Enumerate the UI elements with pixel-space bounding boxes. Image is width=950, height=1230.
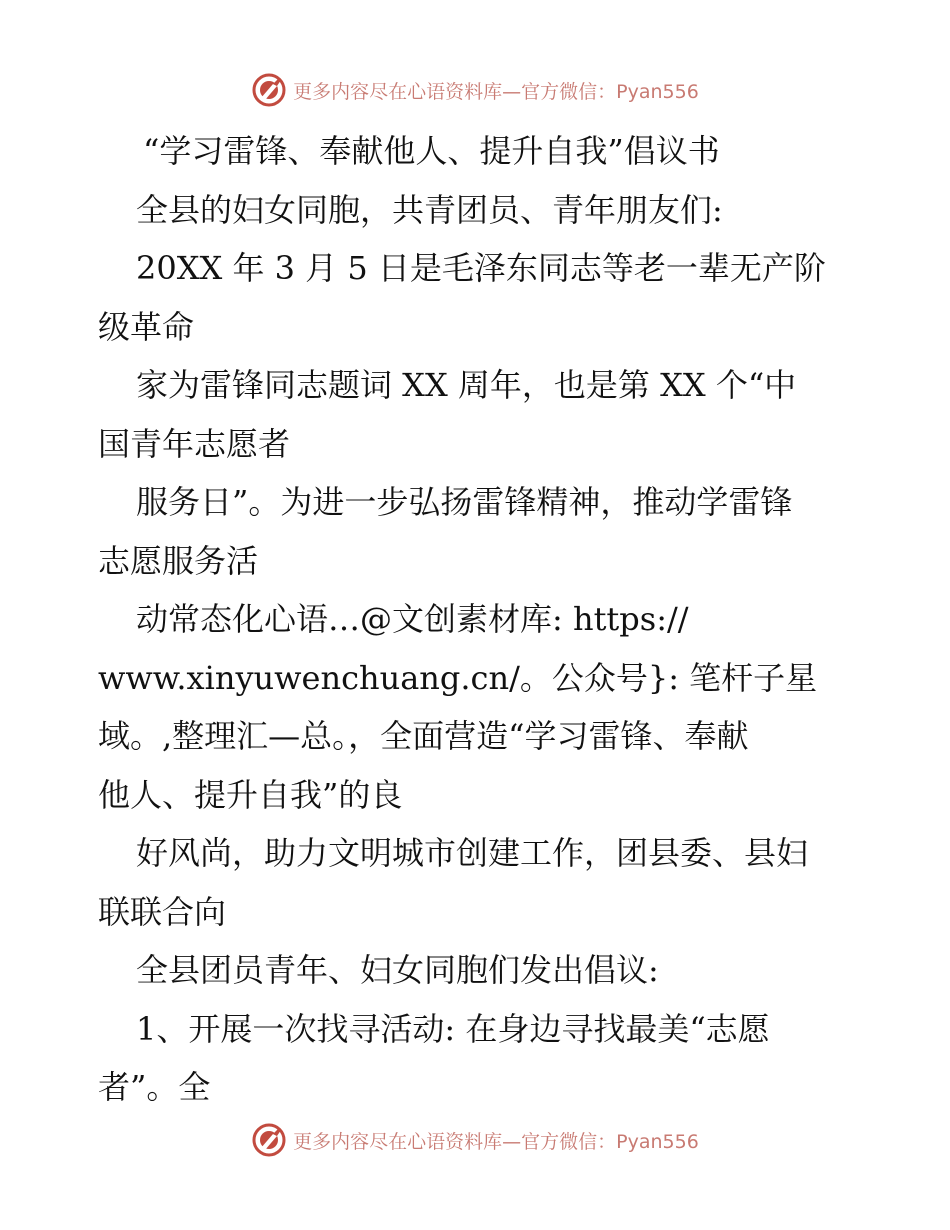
paragraph-line: 级革命 [98, 307, 195, 346]
paragraph-line: 国青年志愿者 [98, 424, 291, 463]
paragraph-line: 动常态化心语…@文创素材库: https:// [136, 600, 689, 638]
header-banner-text: 更多内容尽在心语资料库—官方微信：Pyan556 [293, 80, 699, 103]
paragraph-line: 志愿服务活 [98, 541, 259, 580]
paragraph-line: 家为雷锋同志题词 XX 周年，也是第 XX 个“中 [136, 366, 797, 404]
paragraph-line: 域。,整理汇—总。，全面营造“学习雷锋、奉献 [98, 717, 749, 755]
pen-logo-icon [251, 1122, 287, 1158]
footer-banner [0, 1120, 950, 1160]
paragraph-line: 他人、提升自我”的良 [98, 775, 403, 814]
footer-banner-text: 更多内容尽在心语资料库—官方微信：Pyan556 [293, 1130, 699, 1153]
list-item-line: 者”。全 [98, 1068, 211, 1106]
paragraph-line: www.xinyuwenchuang.cn/。公众号}: 笔杆子星 [98, 658, 818, 697]
list-item-line: 1、开展一次找寻活动: 在身边寻找最美“志愿 [136, 1009, 770, 1048]
pen-logo-icon [251, 72, 287, 108]
paragraph-line: 服务日”。为进一步弘扬雷锋精神，推动学雷锋 [136, 483, 793, 521]
header-banner [0, 70, 950, 110]
paragraph-line: 好风尚，助力文明城市创建工作，团县委、县妇 [136, 834, 809, 872]
paragraph-line: 20XX 年 3 月 5 日是毛泽东同志等老一辈无产阶 [136, 249, 826, 287]
document-title: “学习雷锋、奉献他人、提升自我”倡议书 [143, 132, 720, 170]
salutation: 全县的妇女同胞，共青团员、青年朋友们: [136, 190, 723, 229]
paragraph-line: 联联合向 [98, 892, 227, 931]
document-body [98, 122, 868, 1117]
paragraph-line: 全县团员青年、妇女同胞们发出倡议: [136, 951, 659, 989]
